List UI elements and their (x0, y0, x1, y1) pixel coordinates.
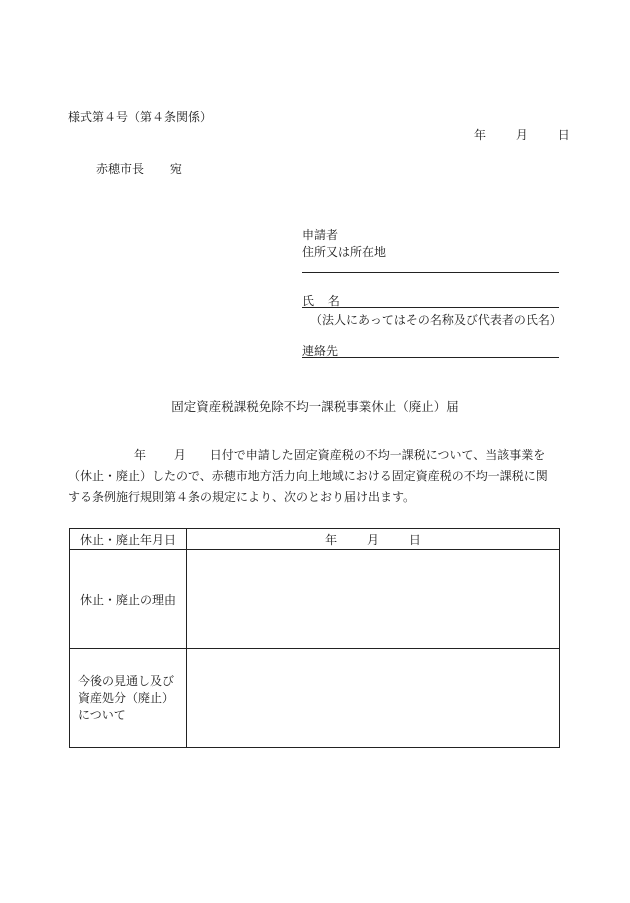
body-line-1-rest: 日付で申請した固定資産税の不均一課税について、当該事業を (209, 448, 546, 462)
suspension-form-table (69, 528, 560, 748)
name-label-second: 名 (327, 294, 340, 308)
body-text (68, 445, 560, 508)
suspension-date-year: 年 (325, 532, 338, 547)
outlook-disposal-label (70, 649, 187, 748)
suspension-date-label: 休止・廃止年月日 (70, 529, 187, 550)
applicant-address-line (302, 272, 559, 273)
body-line-3: する条例施行規則第４条の規定により、次のとおり届け出ます。 (68, 490, 416, 504)
body-line-1 (68, 445, 560, 466)
applicant-name-line (302, 307, 559, 308)
suspension-date-day: 日 (408, 532, 421, 547)
outlook-label-line-2: 資産処分（廃止） (78, 690, 175, 705)
outlook-label-line-1: 今後の見通し及び (78, 673, 175, 688)
header-date-day: 日 (557, 128, 570, 142)
suspension-reason-label: 休止・廃止の理由 (70, 550, 187, 649)
body-year: 年 (134, 448, 147, 462)
header-date-month: 月 (515, 128, 528, 142)
applicant-name-note: （法人にあってはその名称及び代表者の氏名） (310, 313, 562, 327)
header-date-year: 年 (474, 128, 487, 142)
form-number: 様式第４号（第４条関係） (68, 110, 213, 124)
suspension-reason-field[interactable] (187, 550, 560, 649)
suspension-date-field[interactable] (187, 529, 560, 550)
applicant-address-label: 住所又は所在地 (302, 245, 387, 259)
applicant-heading: 申請者 (302, 228, 339, 242)
body-month: 月 (173, 448, 186, 462)
document-title: 固定資産税課税免除不均一課税事業休止（廃止）届 (171, 399, 459, 414)
table-row (70, 649, 560, 748)
applicant-contact-label: 連絡先 (302, 344, 339, 358)
outlook-label-line-3: について (78, 707, 126, 722)
table-row (70, 529, 560, 550)
outlook-disposal-field[interactable] (187, 649, 560, 748)
body-line-2: （休止・廃止）したので、赤穂市地方活力向上地域における固定資産税の不均一課税に関 (68, 469, 548, 483)
applicant-contact-line (302, 357, 559, 358)
addressee (96, 160, 182, 177)
table-row (70, 550, 560, 649)
header-date (474, 126, 570, 143)
addressee-suffix: 宛 (169, 162, 182, 176)
suspension-date-month: 月 (366, 532, 379, 547)
addressee-name: 赤穂市長 (96, 162, 145, 176)
name-label-first: 氏 (302, 294, 315, 308)
